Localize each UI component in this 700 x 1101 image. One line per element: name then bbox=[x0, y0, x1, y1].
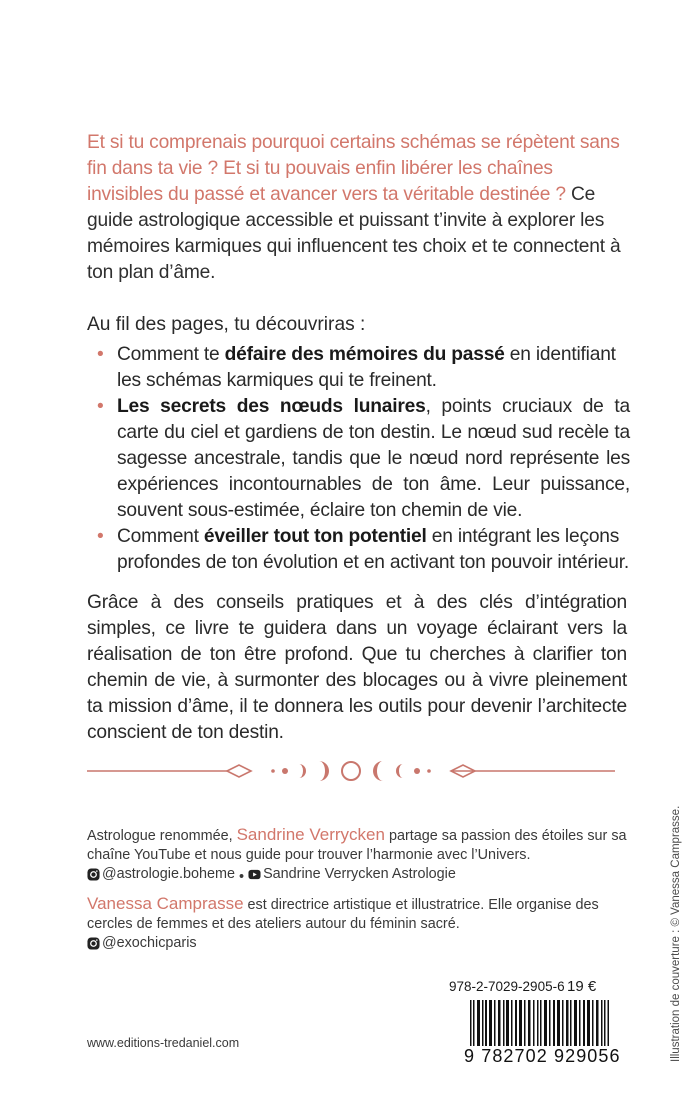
author2-instagram: @exochicparis bbox=[87, 934, 197, 953]
instagram-icon bbox=[87, 937, 100, 950]
bullet-bold: éveiller tout ton potentiel bbox=[203, 526, 427, 547]
author1-instagram: @astrologie.boheme bbox=[87, 865, 235, 884]
cover-credit: Illustration de couverture : © Vanessa Camprasse. bbox=[670, 805, 682, 1062]
list-item: • Comment éveiller tout ton potentiel en intégrant les leçons profondes de ton évolution et en activant ton pouvoir intérieur. bbox=[97, 526, 630, 573]
isbn: 978-2-7029-2905-6 bbox=[449, 979, 565, 994]
bullet-list bbox=[95, 342, 630, 576]
list-item: • Les secrets des nœuds lunaires, points cruciaux de ta carte du ciel et gardiens de ton destin. Le nœud sud recèle ta sagesse ancestrale, tandis que le nœud nord représente les expériences incontournables de ton âme. Leur puissance, souvent sous-estimée, éclaire ton chemin de vie. bbox=[97, 396, 630, 521]
author2-name: Vanessa Camprasse bbox=[87, 894, 244, 913]
price: 19 € bbox=[567, 978, 597, 995]
author-info bbox=[87, 825, 627, 956]
discover-intro: Au fil des pages, tu découvriras : bbox=[87, 314, 366, 335]
bullet-bold: défaire des mémoires du passé bbox=[224, 344, 505, 365]
intro-paragraph bbox=[87, 130, 627, 286]
list-item: • Comment te défaire des mémoires du passé en identifiant les schémas karmiques qui te freinent. bbox=[97, 344, 616, 391]
publisher-website: www.editions-tredaniel.com bbox=[87, 1036, 240, 1050]
instagram-icon bbox=[87, 868, 100, 881]
author1-name: Sandrine Verrycken bbox=[236, 825, 385, 844]
moon-phases-ornament bbox=[87, 755, 615, 787]
closing-paragraph: Grâce à des conseils pratiques et à des clés d’intégration simples, ce livre te guidera dans un voyage éclairant vers la réalisation de ton être profond. Que tu cherches à clarifier ton chemin de vie, à surmonter des blocages ou à vivre pleinement ta mission d’âme, il te donnera les outils pour devenir l’architecte conscient de ton destin. bbox=[87, 592, 627, 743]
ean-number: 9 782702 929056 bbox=[464, 1046, 621, 1066]
bullet-icon: • bbox=[97, 526, 104, 547]
author1-block: Astrologue renommée, Sandrine Verrycken partage sa passion des étoiles sur sa chaîne YouTube et nous guide pour trouver l’harmonie avec l’Univers. @astrologie.boheme • Sandrine Verrycken Astrologie bbox=[87, 825, 627, 885]
youtube-icon bbox=[248, 868, 261, 881]
intro-text: Ce guide astrologique accessible et puissant t’invite à explorer les mémoires karmiques qui influencent tes choix et te connectent à ton plan d’âme. bbox=[87, 184, 621, 283]
author1-youtube: Sandrine Verrycken Astrologie bbox=[248, 865, 456, 884]
bullet-icon: • bbox=[97, 344, 104, 365]
bullet-icon: • bbox=[97, 396, 104, 417]
hook-text: Et si tu comprenais pourquoi certains schémas se répètent sans fin dans ta vie ? Et si tu pouvais enfin libérer les chaînes invisibles du passé et avancer vers ta véritable destinée ? bbox=[87, 132, 620, 205]
author2-block: Vanessa Camprasse est directrice artistique et illustratrice. Elle organise des cercles de femmes et des ateliers autour du féminin sacré. @exochicparis bbox=[87, 894, 599, 951]
bullet-bold: Les secrets des nœuds lunaires bbox=[117, 396, 426, 417]
